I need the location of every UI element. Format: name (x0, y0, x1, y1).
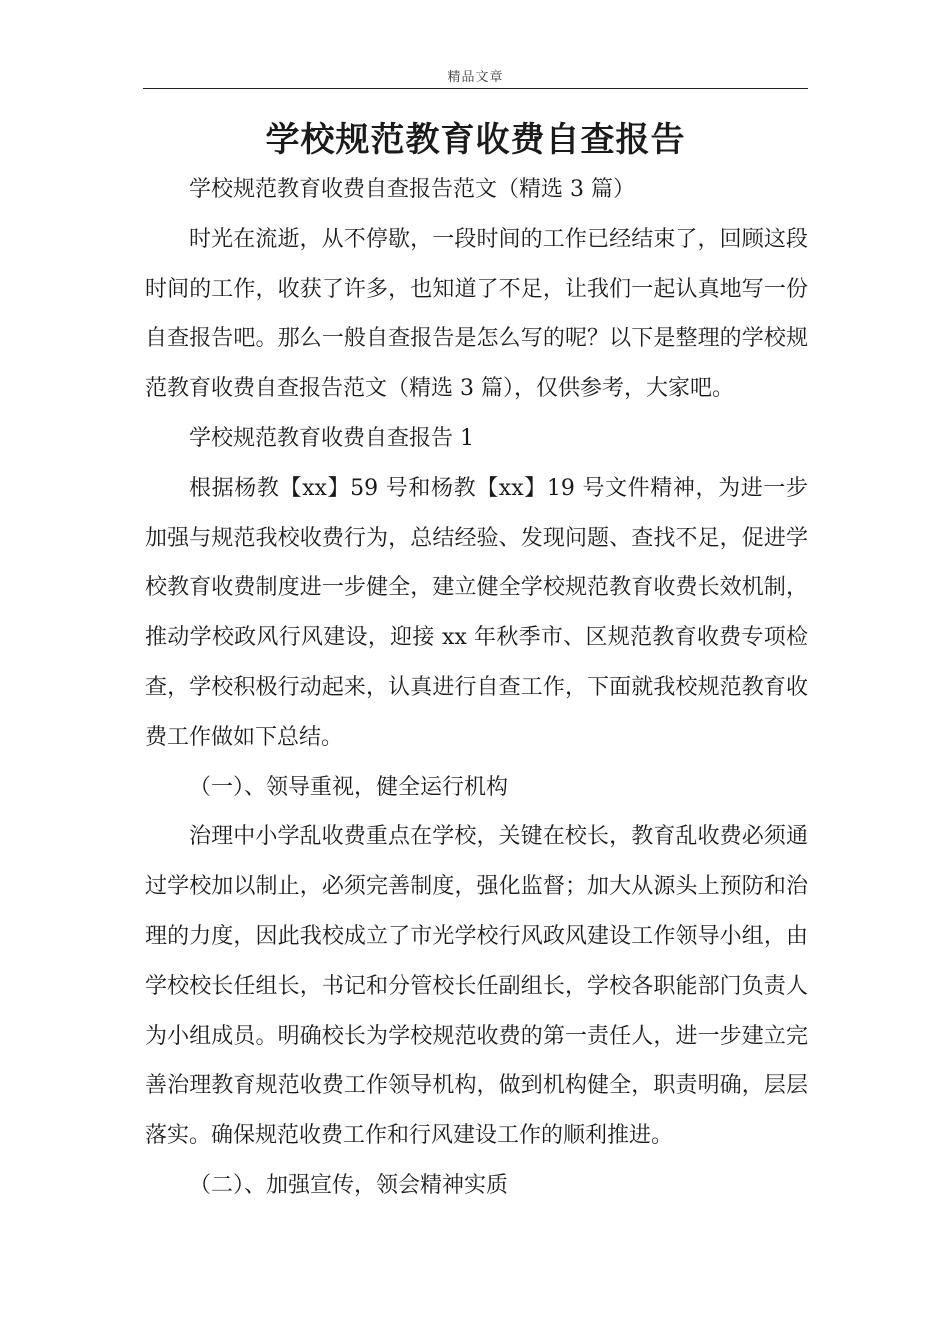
paragraph-background: 根据杨教【xx】59 号和杨教【xx】19 号文件精神，为进一步加强与规范我校收费行为，总结经验、发现问题、查找不足，促进学校教育收费制度进一步健全，建立健全学校规范教育收费长效机制，推动学校政风行风建设，迎接 xx 年秋季市、区规范教育收费专项检查，学校积极行动起来，认真进行自查工作，下面就我校规范教育收费工作做如下总结。 (145, 475, 808, 750)
header-divider (143, 88, 808, 89)
paragraph-intro: 时光在流逝，从不停歇，一段时间的工作已经结束了，回顾这段时间的工作，收获了许多，也知道了不足，让我们一起认真地写一份自查报告吧。那么一般自查报告是怎么写的呢？以下是整理的学校规范教育收费自查报告范文（精选 3 篇），仅供参考，大家吧。 (145, 226, 808, 402)
document-body (145, 165, 808, 1211)
page-header: 精品文章 (447, 70, 504, 85)
paragraph-leadership: 治理中小学乱收费重点在学校，关键在校长，教育乱收费必须通过学校加以制止，必须完善制度，强化监督；加大从源头上预防和治理的力度，因此我校成立了市光学校行风政风建设工作领导小组，由学校校长任组长，书记和分管校长任副组长，学校各职能部门负责人为小组成员。明确校长为学校规范收费的第一责任人，进一步建立完善治理教育规范收费工作领导机构，做到机构健全，职责明确，层层落实。确保规范收费工作和行风建设工作的顺利推进。 (145, 824, 808, 1149)
document-title: 学校规范教育收费自查报告 (265, 120, 686, 160)
section-heading-report-1: 学校规范教育收费自查报告 1 (189, 425, 474, 451)
paragraph-subtitle: 学校规范教育收费自查报告范文（精选 3 篇） (189, 177, 635, 202)
section-heading-2: （二）、加强宣传，领会精神实质 (189, 1172, 509, 1198)
section-heading-1: （一）、领导重视，健全运行机构 (189, 774, 509, 800)
